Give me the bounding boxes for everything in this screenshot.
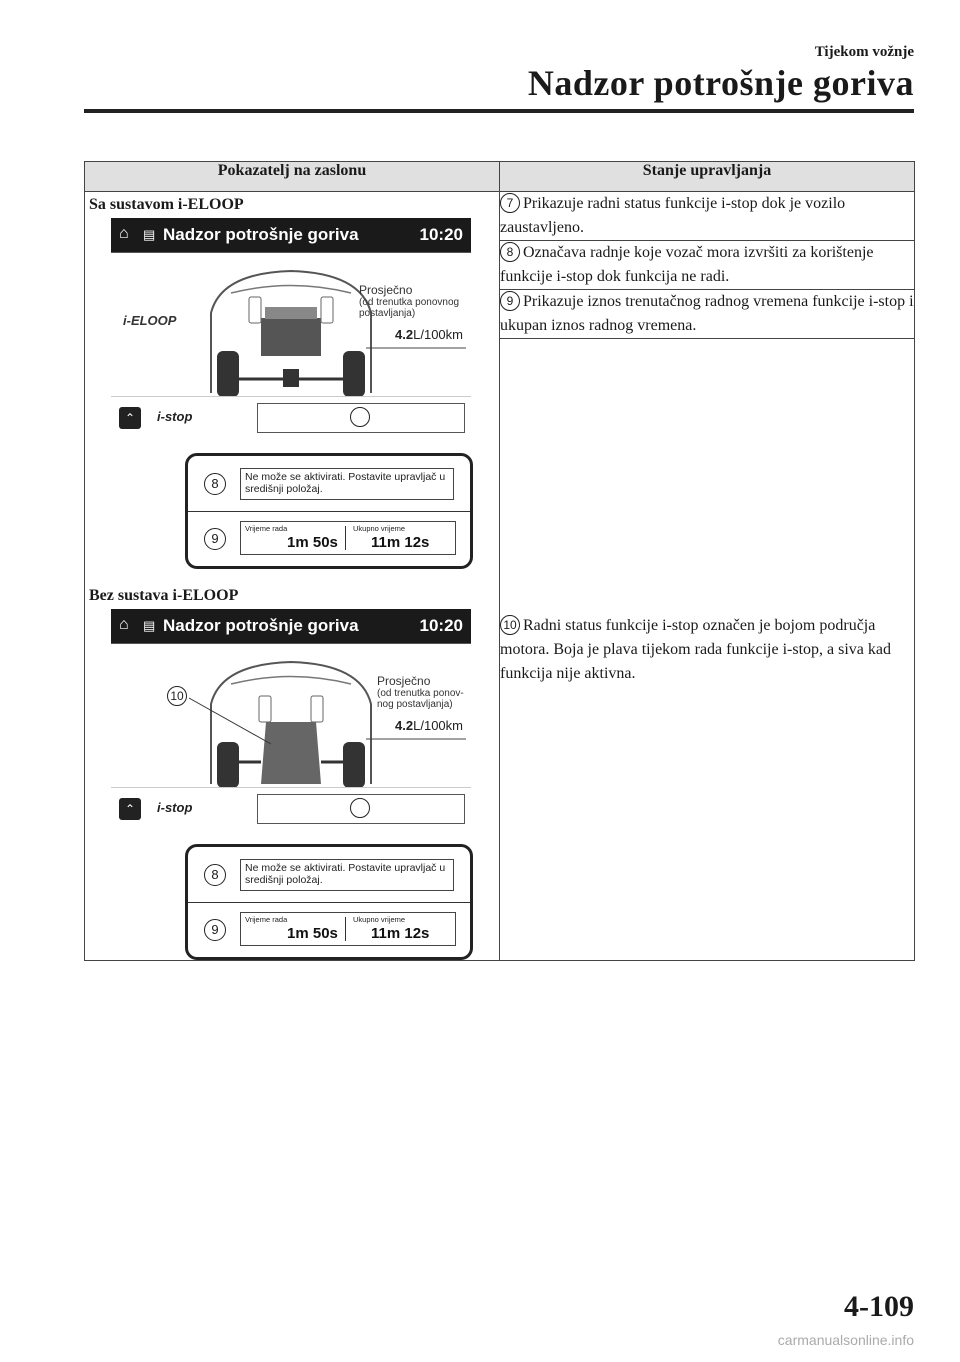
- total-time-label: Ukupno vrijeme: [353, 524, 406, 533]
- callout-9-icon: 9: [204, 919, 226, 941]
- home-icon[interactable]: ⌂: [119, 225, 129, 242]
- total-time-value: 11m 12s: [371, 534, 430, 551]
- fuel-consumption-value: 4.2L/100km: [395, 718, 463, 733]
- istop-message: Ne može se aktivirati. Postavite upravljač u središnji položaj.: [240, 468, 454, 500]
- info-table: [84, 161, 915, 961]
- vehicle-diagram: [111, 253, 471, 396]
- istop-bar: [111, 396, 471, 437]
- run-time-value: 1m 50s: [287, 534, 338, 551]
- header-section: Tijekom vožnje: [814, 44, 914, 60]
- eloop-label: i-ELOOP: [123, 313, 177, 328]
- callout-10-icon: 10: [167, 686, 187, 706]
- col-header-status: Stanje upravljanja: [500, 162, 915, 192]
- istop-status-box: [257, 794, 465, 824]
- run-time-label: Vrijeme rada: [245, 915, 288, 924]
- istop-detail-callout: [185, 844, 473, 960]
- collapse-icon[interactable]: ⌃: [119, 798, 141, 820]
- screen-title: Nadzor potrošnje goriva: [163, 616, 359, 635]
- page-number: 4-109: [844, 1290, 914, 1323]
- collapse-icon[interactable]: ⌃: [119, 407, 141, 429]
- screen-title-bar: [111, 609, 471, 644]
- average-label: Prosječno (od trenutka ponovnog postavljanja): [359, 283, 460, 319]
- total-time-label: Ukupno vrijeme: [353, 915, 406, 924]
- page-title: Nadzor potrošnje goriva: [527, 63, 914, 103]
- document-icon: ▤: [143, 227, 156, 242]
- car-illustration-icon: [111, 644, 471, 787]
- average-label: Prosječno (od trenutka ponov-nog postavljanja): [377, 674, 464, 710]
- callout-7-icon: 7: [350, 798, 370, 818]
- document-icon: ▤: [143, 618, 156, 633]
- screen-title: Nadzor potrošnje goriva: [163, 225, 359, 244]
- description-7: 7 Prikazuje radni status funkcije i-stop dok je vozilo zaustavljeno.: [500, 192, 915, 241]
- callout-8-icon: 8: [204, 864, 226, 886]
- screens-cell: [85, 192, 500, 961]
- istop-detail-callout: [185, 453, 473, 569]
- col-header-indicator: Pokazatelj na zaslonu: [85, 162, 500, 192]
- screen-clock: 10:20: [419, 616, 463, 635]
- run-time-value: 1m 50s: [287, 925, 338, 942]
- screen-title-bar: [111, 218, 471, 253]
- with-eloop-label: Sa sustavom i-ELOOP: [89, 196, 244, 213]
- fuel-consumption-value: 4.2L/100km: [395, 327, 463, 342]
- istop-bar: [111, 787, 471, 828]
- istop-status-box: [257, 403, 465, 433]
- istop-label: i-stop: [157, 409, 193, 424]
- vehicle-diagram: [111, 644, 471, 787]
- description-9: 9 Prikazuje iznos trenutačnog radnog vremena funkcije i-stop i ukupan iznos radnog vremena.: [500, 290, 915, 339]
- run-time-label: Vrijeme rada: [245, 524, 288, 533]
- time-divider: [345, 917, 346, 941]
- istop-message: Ne može se aktivirati. Postavite upravljač u središnji položaj.: [240, 859, 454, 891]
- description-10: 10 Radni status funkcije i-stop označen je bojom područja motora. Boja je plava tijekom rada funkcije i-stop, a siva kad funkcija nije aktivna.: [500, 339, 915, 961]
- without-eloop-label: Bez sustava i-ELOOP: [89, 587, 239, 604]
- istop-label: i-stop: [157, 800, 193, 815]
- callout-8-icon: 8: [204, 473, 226, 495]
- display-screen-eloop: [111, 218, 471, 437]
- istop-time-box: [240, 912, 456, 946]
- callout-7-icon: 7: [350, 407, 370, 427]
- description-8: 8 Označava radnje koje vozač mora izvršiti za korištenje funkcije i-stop dok funkcija ne radi.: [500, 241, 915, 290]
- screen-clock: 10:20: [419, 225, 463, 244]
- home-icon[interactable]: ⌂: [119, 616, 129, 633]
- display-screen-no-eloop: [111, 609, 471, 828]
- callout-9-icon: 9: [204, 528, 226, 550]
- header-rule: [84, 109, 914, 113]
- time-divider: [345, 526, 346, 550]
- istop-time-box: [240, 521, 456, 555]
- watermark: carmanualsonline.info: [777, 1332, 914, 1348]
- total-time-value: 11m 12s: [371, 925, 430, 942]
